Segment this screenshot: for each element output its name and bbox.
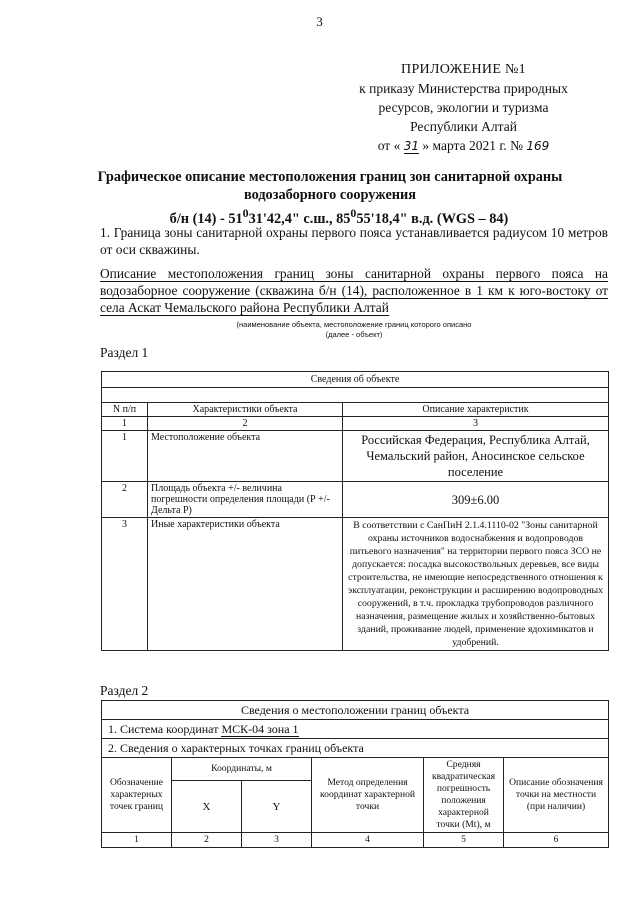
document-title — [60, 168, 600, 228]
boundary-table-title: Сведения о местоположении границ объекта — [102, 701, 609, 720]
appendix-block — [346, 60, 581, 156]
header-y: Y — [242, 781, 312, 833]
section-2-label: Раздел 2 — [100, 683, 149, 698]
appendix-line-3: Республики Алтай — [410, 119, 517, 134]
system-value: МСК-04 зона 1 — [221, 722, 299, 736]
header-coords: Координаты, м — [172, 758, 312, 781]
row-desc: 309±6.00 — [343, 482, 609, 518]
header-n: N п/п — [102, 403, 148, 417]
order-number: 169 — [526, 139, 550, 153]
appendix-line-1: к приказу Министерства природных — [359, 81, 568, 96]
paragraph-description — [100, 265, 608, 316]
page-number: 3 — [316, 14, 323, 29]
header-designation: Обозначение характерных точек границ — [102, 758, 172, 833]
col-number: 4 — [312, 833, 424, 848]
section-1-label: Раздел 1 — [100, 345, 149, 360]
paragraph-radius: 1. Граница зоны санитарной охраны первого пояса устанавливается радиусом 10 метров от оси скважины. — [100, 225, 608, 257]
coords-part-c: 55'18,4" в.д. (WGS – 84) — [356, 210, 509, 227]
header-characteristics: Характеристики объекта — [148, 403, 343, 417]
col-number: 1 — [102, 833, 172, 848]
row-name: Площадь объекта +/- величина погрешности определения площади (Р +/- Дельта Р) — [148, 482, 343, 518]
col-number: 2 — [172, 833, 242, 848]
col-number: 2 — [148, 417, 343, 431]
col-number: 3 — [242, 833, 312, 848]
col-number: 3 — [343, 417, 609, 431]
title-line-1: Графическое описание местоположения границ зон санитарной охраны — [97, 169, 563, 185]
date-day: 31 — [403, 139, 419, 153]
header-error: Средняя квадратическая погрешность положения характерной точки (Mt), м — [424, 758, 504, 833]
points-title: 2. Сведения о характерных точках границ объекта — [102, 739, 609, 758]
date-suffix: » марта 2021 г. № — [422, 138, 523, 153]
degree-1: 0 — [242, 206, 249, 220]
appendix-heading: ПРИЛОЖЕНИЕ №1 — [401, 62, 526, 77]
col-number: 1 — [102, 417, 148, 431]
degree-2: 0 — [350, 206, 357, 220]
paragraph-description-text: Описание местоположения границ зоны санитарной охраны первого пояса на водозаборное сооружение (скважина б/н (14), расположенное в 1 км к юго-востоку от села Аскат Чемальского района Республики Алтай — [100, 266, 608, 315]
row-number: 1 — [102, 431, 148, 482]
table-row — [102, 482, 609, 518]
coordinate-system — [102, 720, 609, 739]
coords-part-b: 31'42,4" с.ш., 85 — [248, 210, 351, 227]
header-description: Описание характеристик — [343, 403, 609, 417]
object-table-title: Сведения об объекте — [102, 372, 609, 388]
appendix-date — [346, 136, 581, 156]
row-name: Иные характеристики объекта — [148, 518, 343, 651]
appendix-line-2: ресурсов, экологии и туризма — [378, 100, 549, 115]
boundary-table — [101, 700, 609, 848]
header-method: Метод определения координат характерной точки — [312, 758, 424, 833]
col-number: 5 — [424, 833, 504, 848]
caption-line-1: (наименование объекта, местоположение границ которого описано — [236, 320, 472, 329]
object-info-table — [101, 371, 609, 651]
caption — [100, 320, 608, 340]
row-name: Местоположение объекта — [148, 431, 343, 482]
spacer-row — [102, 388, 609, 403]
system-prefix: 1. Система координат — [108, 722, 222, 736]
table-row — [102, 518, 609, 651]
col-number: 6 — [504, 833, 609, 848]
date-prefix: от « — [377, 138, 401, 153]
coords-part-a: б/н (14) - 51 — [169, 210, 243, 227]
row-desc: Российская Федерация, Республика Алтай, Чемальский район, Аносинское сельское поселение — [343, 431, 609, 482]
row-number: 3 — [102, 518, 148, 651]
row-desc: В соответствии с СанПиН 2.1.4.1110-02 "Зоны санитарной охраны источников водоснабжения и водопроводов питьевого назначения" на территории первого пояса ЗСО не допускается: посадка высокоствольных деревьев, все виды строительства, не имеющие непосредственного отношения к эксплуатации, реконструкции и расширению водопроводных сооружений, в т.ч. прокладка трубопроводов различного назначения, размещение жилых и хозяйственно-бытовых зданий, проживание людей, применение ядохимикатов и удобрений. — [343, 518, 609, 651]
caption-line-2: (далее - объект) — [325, 330, 383, 339]
header-x: X — [172, 781, 242, 833]
title-line-2: водозаборного сооружения — [243, 187, 417, 203]
row-number: 2 — [102, 482, 148, 518]
table-row — [102, 431, 609, 482]
header-point-desc: Описание обозначения точки на местности (при наличии) — [504, 758, 609, 833]
